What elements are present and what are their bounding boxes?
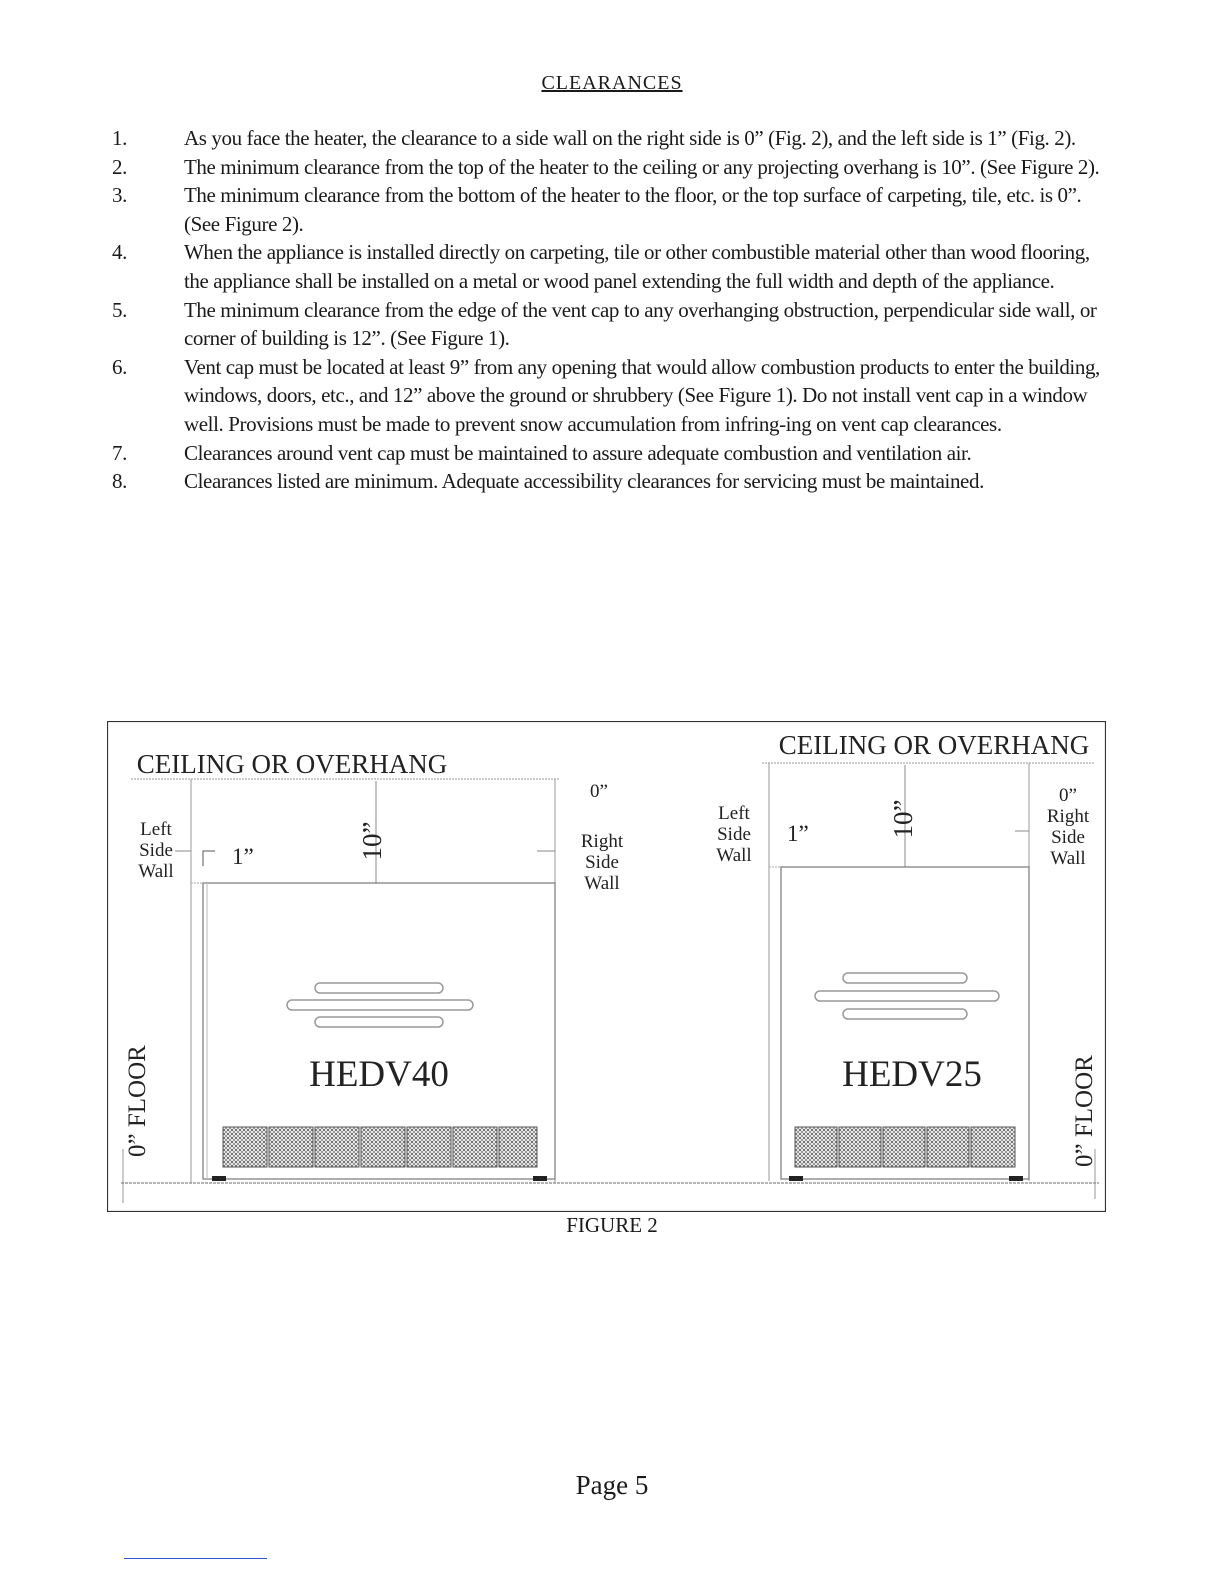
item-number: 8. bbox=[112, 469, 127, 494]
item-number: 3. bbox=[112, 183, 127, 208]
clearances-list bbox=[112, 124, 1112, 496]
item-number: 7. bbox=[112, 440, 127, 465]
item-text: Clearances listed are minimum. Adequate accessibility clearances for servicing must be maintained. bbox=[184, 469, 984, 494]
floor-label: 0” FLOOR bbox=[1071, 1055, 1098, 1167]
item-text: The minimum clearance from the bottom of the heater to the floor, or the top surface of carpeting, tile, etc. is 0”. (See Figure 2). bbox=[184, 183, 1082, 236]
item-text: Vent cap must be located at least 9” from any opening that would allow combustion products to enter the building, windows, doors, etc., and 12” above the ground or shrubbery (See Figure 1). Do not install vent cap in a window well. Provisions must be made to prevent snow accumulation from infring-ing on vent cap clearances. bbox=[184, 354, 1100, 436]
vent-grille bbox=[223, 1127, 537, 1167]
figure-caption: FIGURE 2 bbox=[566, 1213, 658, 1237]
right-clearance-label: 0” bbox=[590, 781, 608, 802]
list-item bbox=[112, 124, 1112, 153]
diagram-svg bbox=[107, 721, 1106, 1212]
right-wall-label-3: Wall bbox=[1050, 848, 1086, 869]
heater-foot bbox=[212, 1176, 226, 1181]
model-name: HEDV40 bbox=[309, 1054, 449, 1095]
item-text: Clearances around vent cap must be maintained to assure adequate combustion and ventilation air. bbox=[184, 440, 972, 465]
list-item bbox=[112, 181, 1112, 238]
ceiling-label: CEILING OR OVERHANG bbox=[778, 730, 1090, 760]
vent-grille bbox=[795, 1127, 1015, 1167]
item-number: 6. bbox=[112, 354, 127, 379]
list-item bbox=[112, 467, 1112, 496]
left-wall-label-1: Left bbox=[140, 819, 172, 840]
page-number: Page 5 bbox=[575, 1470, 649, 1500]
item-text: As you face the heater, the clearance to a side wall on the right side is 0” (Fig. 2), and the left side is 1” (Fig. 2). bbox=[184, 126, 1076, 150]
top-clearance-label: 10” bbox=[357, 821, 387, 861]
list-item bbox=[112, 238, 1112, 295]
side-clearance-label: 1” bbox=[232, 844, 254, 869]
list-item bbox=[112, 296, 1112, 353]
item-text: The minimum clearance from the top of the heater to the ceiling or any projecting overhang is 10”. (See Figure 2). bbox=[184, 154, 1100, 179]
item-text: The minimum clearance from the edge of the vent cap to any overhanging obstruction, perpendicular side wall, or corner of building is 12”. (See Figure 1). bbox=[184, 297, 1097, 351]
section-title: CLEARANCES bbox=[541, 72, 683, 94]
left-wall-label-1: Left bbox=[718, 803, 750, 824]
right-wall-label-1: Right bbox=[580, 831, 624, 852]
item-number: 2. bbox=[112, 154, 127, 179]
left-wall-label-3: Wall bbox=[138, 861, 174, 882]
left-wall-label-2: Side bbox=[717, 824, 751, 845]
heater-foot bbox=[1009, 1176, 1023, 1181]
list-item bbox=[112, 153, 1112, 182]
left-wall-label-2: Side bbox=[139, 840, 173, 861]
model-name: HEDV25 bbox=[842, 1054, 982, 1095]
footer-link-underline bbox=[124, 1558, 267, 1559]
item-number: 5. bbox=[112, 297, 127, 322]
right-wall-label-2: Side bbox=[1051, 827, 1085, 848]
item-number: 4. bbox=[112, 240, 127, 265]
side-clearance-label: 1” bbox=[787, 821, 809, 846]
right-wall-label-1: Right bbox=[1046, 806, 1090, 827]
right-wall-label-3: Wall bbox=[584, 873, 620, 894]
item-number: 1. bbox=[112, 126, 127, 150]
right-wall-label-2: Side bbox=[585, 852, 619, 873]
floor-label: 0” FLOOR bbox=[124, 1045, 151, 1157]
list-item bbox=[112, 439, 1112, 468]
heater-foot bbox=[533, 1176, 547, 1181]
clearance-diagram bbox=[107, 721, 1106, 1212]
item-text: When the appliance is installed directly on carpeting, tile or other combustible material other than wood flooring, the appliance shall be installed on a metal or wood panel extending the full width and depth of the appliance. bbox=[184, 240, 1090, 293]
left-wall-label-3: Wall bbox=[716, 845, 752, 866]
ceiling-label: CEILING OR OVERHANG bbox=[136, 749, 448, 779]
top-clearance-label: 10” bbox=[888, 799, 918, 839]
right-clearance-label: 0” bbox=[1059, 785, 1077, 806]
list-item bbox=[112, 353, 1112, 439]
heater-foot bbox=[789, 1176, 803, 1181]
